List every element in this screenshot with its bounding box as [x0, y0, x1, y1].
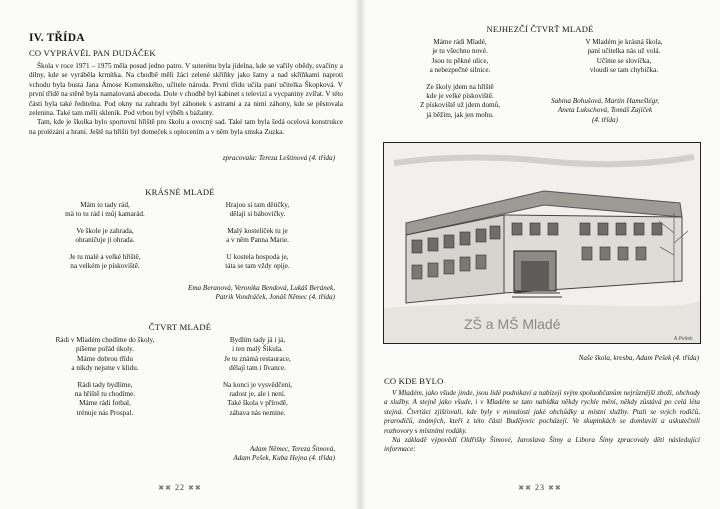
verse-line: Ze školy jdem na hřiště — [426, 82, 494, 91]
verse-line: paní učitelka nás už volá. — [587, 47, 661, 56]
stanza — [40, 227, 170, 246]
verse-line: ohraničuje ji ohrada. — [75, 236, 135, 245]
page-number-value: 22 — [175, 483, 185, 492]
poem-authors — [29, 284, 335, 303]
poem-authors — [520, 97, 690, 125]
verse-line: Máme dobrou třídu — [77, 354, 133, 363]
drawing-caption: Naše škola, kresba, Adam Pešek (4. třída) — [578, 354, 699, 362]
poem-authors — [29, 445, 335, 464]
verse-line: Malý kostelíček tu je — [227, 226, 288, 235]
stanza — [40, 253, 170, 272]
stanza — [200, 227, 315, 246]
verse-line: radost je, ale i není. — [229, 390, 286, 399]
verse-line: Máme rádi Mladé, — [433, 38, 487, 46]
verse-line: dělají tam i līvance. — [229, 364, 286, 373]
verse-line: trénuje nás Prospal. — [76, 408, 134, 417]
verse-line: i ten malý Šikula. — [232, 345, 283, 354]
stanza — [200, 253, 315, 272]
verse-line: Ve škole je zahrada, — [76, 226, 134, 235]
verse-line: na velkém je pískoviště. — [70, 262, 140, 271]
author-line: Ema Beranová, Veronika Bendová, Lukáš Beránek, — [187, 284, 335, 292]
verse-line: dělají si bábovičky. — [229, 210, 286, 219]
stanza — [200, 201, 315, 220]
poem-column — [558, 38, 690, 83]
verse-line: Bydlím tady já i já, — [229, 336, 286, 344]
drawing-signature: A.Pešek — [674, 336, 693, 342]
poem-column — [390, 38, 530, 127]
verse-line: táta se tam vždy opije. — [225, 262, 290, 271]
poem-title: KRÁSNÉ MLADÉ — [145, 187, 215, 197]
poem-title: ČTVRT MLADÉ — [148, 322, 212, 332]
stanza — [40, 201, 170, 220]
verse-line: na hřiště tu chodíme. — [74, 390, 136, 399]
verse-line: mä to tu rád i můj kamarád. — [65, 210, 145, 219]
author-line: Adam Pešek, Kuba Hejna (4. třída) — [233, 454, 335, 463]
school-drawing — [383, 142, 701, 344]
verse-line: zábava nás nemine. — [229, 408, 286, 417]
verse-line: Jsou tu pěkné ulice, — [431, 56, 489, 65]
verse-line: a nikdy nejsme v klidu. — [71, 364, 139, 373]
verse-line: Rádi v Mladém chodíme do školy, — [55, 336, 155, 344]
verse-line: Je tu malé a velké hřiště, — [69, 252, 141, 261]
stanza — [40, 381, 170, 419]
ornament-icon: ✖✖ — [548, 484, 562, 492]
stanza — [558, 38, 690, 76]
page-number — [0, 483, 360, 492]
poem-column — [200, 201, 315, 278]
verse-line: kde je velké pískoviště. — [426, 92, 494, 101]
author-line: (4. třída) — [592, 115, 618, 124]
article-title: CO KDE BYLO — [384, 376, 444, 386]
page-number — [360, 483, 720, 492]
author-line: Sabina Bohušová, Martin Hamešlégr, — [550, 97, 659, 105]
verse-line: vloudí se tam chybička. — [589, 66, 659, 75]
ornament-icon: ✖✖ — [158, 484, 172, 492]
poem-column — [200, 336, 315, 425]
verse-line: píšeme pořád úkoly. — [75, 345, 135, 354]
verse-line: Z pískoviště už jdem domů, — [419, 101, 501, 110]
verse-line: Hrajou si tam dětičky, — [225, 201, 290, 209]
section-title: IV. TŘÍDA — [29, 32, 85, 44]
story-paragraph: Tam, kde je školka bylo sportovní hřiště pro školu a ovocný sad. Také tam byla šedá ocelová konstrukce na prolézání a hraní. Ještě na hřišti byl domeček s oplocením a v něm byla smska Zuzka. — [29, 118, 343, 136]
verse-line: Rádi tady bydlíme, — [77, 380, 133, 389]
author-line: Aneta Lukschová, Tomáš Zajíček — [557, 106, 653, 115]
stanza — [40, 336, 170, 374]
verse-line: Je tu známá restaurace, — [224, 354, 291, 363]
poem-column — [40, 336, 170, 425]
verse-line: V Mladém je krásná škola, — [585, 38, 663, 46]
stanza — [390, 83, 530, 121]
stanza — [390, 38, 530, 76]
verse-line: Mám to tady rád, — [80, 201, 130, 209]
story-title: CO VYPRÁVĚL PAN DUDÁČEK — [29, 48, 156, 58]
poem-column — [40, 201, 170, 278]
ornament-icon: ✖✖ — [518, 484, 532, 492]
ornament-icon: ✖✖ — [188, 484, 202, 492]
story-credit: zpracovala: Tereza Leštinová (4. třída) — [222, 154, 335, 162]
article-text — [384, 389, 700, 455]
verse-line: Také škola v přírodě, — [227, 399, 288, 408]
verse-line: U kostela hospoda je, — [226, 252, 289, 261]
poem-title: NEJHEZČÍ ČTVRŤ MLADÉ — [486, 24, 594, 34]
verse-line: Na konci je vysvědčení, — [222, 380, 293, 389]
verse-line: a v něm Panna Marie. — [226, 236, 289, 245]
verse-line: Učíme se slovíčka, — [596, 56, 652, 65]
article-paragraph: V Mladém, jako všude jinde, jsou lidé podnikaví a nabízejí svým spoluobčanům nejrůznější zboží, obchody a služby. A stejně jako všude, i v Mladém se tato nabídka někdy rychle mění, někdy zůstává po celá léta stejná. Čtvrťáci zjišťovali, kde byly v minulosti jaké obchůdky a místní služby. Ptali se svých rodičů, prarodičů, známých, kteří z této části Budějovic pocházejí. Ve skupinkách se domluvili a uskutečnili rozhovory s místními rodáky. — [384, 389, 700, 435]
book-gutter — [354, 0, 366, 509]
verse-line: Máme rádi fotbal, — [79, 399, 131, 408]
stanza — [200, 336, 315, 374]
story-paragraph: Škola v roce 1971 – 1975 měla posud jedno patro. V suterénu byla jídelna, kde se vařily obědy, svačiny a dílny, kde se vyráběla krmítka. Na chodbě měli žáci zelené skříňky jako šatny a nad skříňkami naproti vchodu byla busta Jana Ámose Komenského, učitele národa. První třídu učila paní učitelka Škopková. V první třídě na stěně byla namalovaná abeceda. Dole v chodbě byl kabinet s televizí a vycpaniny zvířat. V této části byla také ředitelna. Pod okny na zahradu byl záhonek s astrami a za nimi záhony, kde se pěstovala zelenina. Také tam měli skleník. Pod vrbou byl výběh s bažanty. — [29, 62, 343, 118]
author-line: Adam Němec, Tereza Šimová, — [249, 445, 335, 453]
author-line: Patrik Vondráček, Jonáš Němec (4. třída) — [215, 293, 335, 302]
stanza — [200, 381, 315, 419]
verse-line: a nebezpečné silnice. — [429, 66, 491, 75]
verse-line: já běžím, jak jen mohu. — [426, 110, 494, 119]
story-text — [29, 62, 343, 137]
drawing-label: ZŠ a MŠ Mladé — [464, 316, 561, 332]
article-paragraph: Na základě výpovědí Oldřišky Šimové, Jaroslava Šímy a Libora Šímy zpracovaly děti následující informace: — [384, 436, 700, 454]
school-sketch — [384, 143, 700, 343]
page-number-value: 23 — [535, 483, 545, 492]
verse-line: je tu všechno nové. — [432, 47, 488, 56]
